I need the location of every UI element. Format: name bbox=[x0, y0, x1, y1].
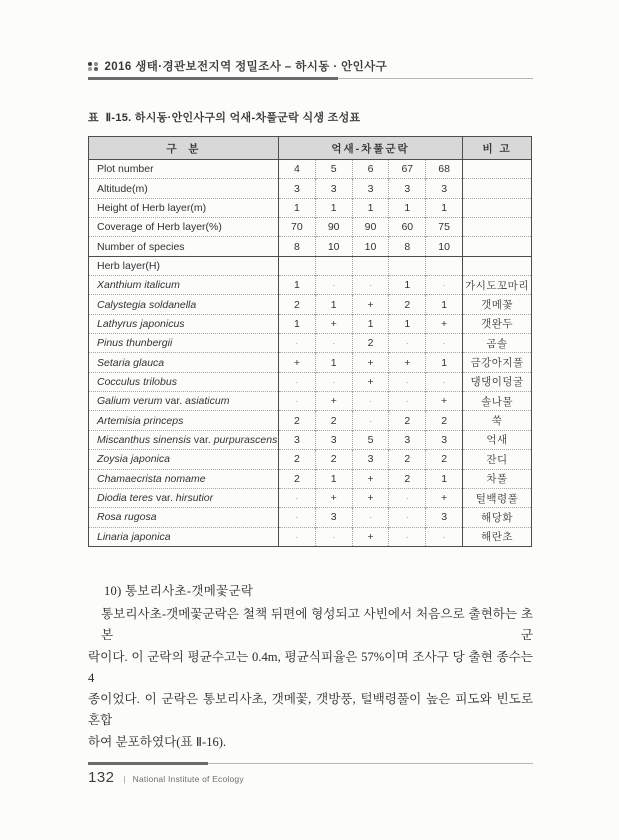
remark-cell bbox=[463, 237, 532, 256]
table-row bbox=[89, 334, 532, 353]
value-cell: · bbox=[279, 392, 316, 411]
value-cell: 1 bbox=[426, 295, 463, 314]
value-cell bbox=[352, 256, 389, 275]
value-cell: 2 bbox=[389, 450, 426, 469]
value-cell: 60 bbox=[389, 218, 426, 237]
value-cell: · bbox=[389, 488, 426, 507]
remark-cell: 차풀 bbox=[463, 469, 532, 488]
value-cell: 1 bbox=[389, 314, 426, 333]
value-cell: 10 bbox=[426, 237, 463, 256]
value-cell bbox=[389, 256, 426, 275]
value-cell: 1 bbox=[426, 198, 463, 217]
value-cell: · bbox=[279, 527, 316, 546]
value-cell: 1 bbox=[389, 276, 426, 295]
species-name: Artemisia princeps bbox=[89, 411, 279, 430]
value-cell: 3 bbox=[426, 508, 463, 527]
value-cell: · bbox=[352, 508, 389, 527]
remark-cell: 억새 bbox=[463, 430, 532, 449]
remark-cell: 솔나물 bbox=[463, 392, 532, 411]
remark-cell: 해당화 bbox=[463, 508, 532, 527]
remark-cell: 가시도꼬마리 bbox=[463, 276, 532, 295]
value-cell: 2 bbox=[426, 450, 463, 469]
species-name: Zoysia japonica bbox=[89, 450, 279, 469]
value-cell: 90 bbox=[352, 218, 389, 237]
remark-cell: 댕댕이덩굴 bbox=[463, 372, 532, 391]
value-cell: · bbox=[389, 334, 426, 353]
remark-cell: 쑥 bbox=[463, 411, 532, 430]
value-cell: + bbox=[352, 469, 389, 488]
value-cell: + bbox=[352, 527, 389, 546]
header-rule bbox=[88, 77, 533, 80]
footer-institute: National Institute of Ecology bbox=[132, 774, 244, 784]
value-cell: 3 bbox=[315, 430, 352, 449]
remark-cell: 갯완두 bbox=[463, 314, 532, 333]
value-cell: · bbox=[315, 334, 352, 353]
remark-cell: 금강아지풀 bbox=[463, 353, 532, 372]
value-cell: · bbox=[352, 392, 389, 411]
value-cell: · bbox=[426, 527, 463, 546]
species-name: Rosa rugosa bbox=[89, 508, 279, 527]
remark-cell bbox=[463, 179, 532, 198]
paragraph-line: 락이다. 이 군락의 평균수고는 0.4m, 평균식피율은 57%이며 조사구 당 출현 종수는 4 bbox=[88, 649, 533, 685]
value-cell: + bbox=[315, 488, 352, 507]
value-cell: · bbox=[426, 372, 463, 391]
four-dots-icon bbox=[88, 62, 98, 72]
value-cell: 6 bbox=[352, 160, 389, 179]
table-row bbox=[89, 508, 532, 527]
table-header-remark: 비 고 bbox=[463, 137, 532, 160]
value-cell: + bbox=[315, 314, 352, 333]
value-cell: 10 bbox=[315, 237, 352, 256]
species-name: Pinus thunbergii bbox=[89, 334, 279, 353]
running-header-title: 2016 생태·경관보전지역 정밀조사 – 하시동 · 안인사구 bbox=[104, 61, 388, 73]
value-cell: 1 bbox=[315, 295, 352, 314]
paragraph-line: 통보리사초-갯메꽃군락은 철책 뒤편에 형성되고 사빈에서 처음으로 출현하는 초본 군 bbox=[101, 607, 533, 643]
value-cell: 2 bbox=[426, 411, 463, 430]
table-row bbox=[89, 353, 532, 372]
row-label: Number of species bbox=[89, 237, 279, 256]
value-cell: 1 bbox=[279, 198, 316, 217]
table-row bbox=[89, 372, 532, 391]
table-row bbox=[89, 469, 532, 488]
value-cell: 1 bbox=[352, 314, 389, 333]
value-cell: 2 bbox=[279, 469, 316, 488]
remark-cell bbox=[463, 256, 532, 275]
value-cell: 1 bbox=[279, 314, 316, 333]
value-cell: + bbox=[352, 372, 389, 391]
table-body bbox=[89, 160, 532, 547]
table-row bbox=[89, 488, 532, 507]
value-cell: 1 bbox=[279, 276, 316, 295]
table-row bbox=[89, 295, 532, 314]
body-paragraph bbox=[88, 604, 533, 753]
species-name: Calystegia soldanella bbox=[89, 295, 279, 314]
value-cell: 75 bbox=[426, 218, 463, 237]
value-cell: 1 bbox=[426, 353, 463, 372]
value-cell: 4 bbox=[279, 160, 316, 179]
table-row bbox=[89, 411, 532, 430]
value-cell: · bbox=[389, 372, 426, 391]
species-name: Linaria japonica bbox=[89, 527, 279, 546]
table-row bbox=[89, 527, 532, 546]
value-cell: 3 bbox=[279, 430, 316, 449]
value-cell: 67 bbox=[389, 160, 426, 179]
footer-separator: | bbox=[123, 775, 126, 784]
value-cell: 2 bbox=[279, 411, 316, 430]
species-name: Setaria glauca bbox=[89, 353, 279, 372]
value-cell: · bbox=[315, 372, 352, 391]
remark-cell: 해란초 bbox=[463, 527, 532, 546]
table-row bbox=[89, 392, 532, 411]
footer-rule-thin bbox=[208, 763, 533, 764]
table-row bbox=[89, 314, 532, 333]
value-cell: + bbox=[279, 353, 316, 372]
value-cell: 2 bbox=[315, 411, 352, 430]
value-cell: 1 bbox=[426, 469, 463, 488]
table-row bbox=[89, 237, 532, 256]
row-label: Height of Herb layer(m) bbox=[89, 198, 279, 217]
remark-cell: 곰솔 bbox=[463, 334, 532, 353]
header-rule-thin bbox=[338, 78, 533, 79]
footer-rule-thick bbox=[88, 762, 208, 765]
table-row bbox=[89, 450, 532, 469]
remark-cell bbox=[463, 218, 532, 237]
value-cell: 2 bbox=[389, 295, 426, 314]
page-number: 132 bbox=[88, 769, 115, 786]
value-cell: + bbox=[426, 392, 463, 411]
value-cell: 1 bbox=[315, 469, 352, 488]
value-cell: 3 bbox=[315, 508, 352, 527]
value-cell: 5 bbox=[315, 160, 352, 179]
table-header-category: 구 분 bbox=[89, 137, 279, 160]
remark-cell: 갯메꽃 bbox=[463, 295, 532, 314]
remark-cell: 털백령풀 bbox=[463, 488, 532, 507]
table-header-row bbox=[89, 137, 532, 160]
value-cell: + bbox=[352, 353, 389, 372]
remark-cell bbox=[463, 198, 532, 217]
table-header-community: 억새-차풀군락 bbox=[279, 137, 463, 160]
value-cell bbox=[279, 256, 316, 275]
value-cell: 10 bbox=[352, 237, 389, 256]
value-cell: + bbox=[426, 314, 463, 333]
paragraph-line: 하여 분포하였다(표 Ⅱ-16). bbox=[88, 734, 227, 749]
value-cell: · bbox=[315, 276, 352, 295]
species-name: Cocculus trilobus bbox=[89, 372, 279, 391]
value-cell: · bbox=[279, 372, 316, 391]
value-cell: · bbox=[279, 488, 316, 507]
value-cell: 1 bbox=[315, 198, 352, 217]
value-cell: 3 bbox=[279, 179, 316, 198]
table-row bbox=[89, 160, 532, 179]
table-row bbox=[89, 256, 532, 275]
species-name: Chamaecrista nomame bbox=[89, 469, 279, 488]
vegetation-table bbox=[88, 136, 532, 547]
value-cell: 1 bbox=[389, 198, 426, 217]
row-label: Plot number bbox=[97, 163, 154, 176]
value-cell: 90 bbox=[315, 218, 352, 237]
value-cell: + bbox=[315, 392, 352, 411]
value-cell: + bbox=[352, 488, 389, 507]
value-cell: 3 bbox=[352, 179, 389, 198]
value-cell: 2 bbox=[389, 411, 426, 430]
species-name: Galium verum var. asiaticum bbox=[89, 392, 279, 411]
species-name: Diodia teres var. hirsutior bbox=[89, 488, 279, 507]
species-name: Lathyrus japonicus bbox=[89, 314, 279, 333]
value-cell: · bbox=[389, 392, 426, 411]
value-cell: 3 bbox=[352, 450, 389, 469]
value-cell: + bbox=[389, 353, 426, 372]
table-row bbox=[89, 179, 532, 198]
value-cell: · bbox=[279, 508, 316, 527]
value-cell: + bbox=[426, 488, 463, 507]
value-cell: 8 bbox=[389, 237, 426, 256]
page-footer bbox=[88, 769, 244, 786]
species-name: Miscanthus sinensis var. purpurascens bbox=[89, 430, 279, 449]
remark-cell: 잔디 bbox=[463, 450, 532, 469]
value-cell: 2 bbox=[389, 469, 426, 488]
value-cell: · bbox=[426, 276, 463, 295]
value-cell: 3 bbox=[426, 430, 463, 449]
value-cell: · bbox=[315, 527, 352, 546]
value-cell: · bbox=[389, 527, 426, 546]
value-cell: 2 bbox=[352, 334, 389, 353]
table-row bbox=[89, 430, 532, 449]
value-cell: · bbox=[279, 334, 316, 353]
table-caption: 표 Ⅱ-15. 하시동·안인사구의 억새-차풀군락 식생 조성표 bbox=[88, 112, 361, 124]
table-row bbox=[89, 276, 532, 295]
value-cell: · bbox=[389, 508, 426, 527]
table-row bbox=[89, 198, 532, 217]
paragraph-line: 종이었다. 이 군락은 통보리사초, 갯메꽃, 갯방풍, 털백령풀이 높은 피도와 빈도로 혼합 bbox=[88, 692, 533, 728]
value-cell: 5 bbox=[352, 430, 389, 449]
species-name: Xanthium italicum bbox=[89, 276, 279, 295]
row-label: Altitude(m) bbox=[89, 179, 279, 198]
row-label: Coverage of Herb layer(%) bbox=[89, 218, 279, 237]
value-cell: · bbox=[426, 334, 463, 353]
row-label: Herb layer(H) bbox=[89, 256, 279, 275]
value-cell bbox=[315, 256, 352, 275]
header-rule-thick bbox=[88, 77, 338, 80]
value-cell: 2 bbox=[279, 295, 316, 314]
value-cell: 68 bbox=[426, 160, 463, 179]
value-cell: 8 bbox=[279, 237, 316, 256]
table-row bbox=[89, 218, 532, 237]
value-cell bbox=[426, 256, 463, 275]
running-header bbox=[88, 58, 387, 74]
value-cell: 3 bbox=[315, 179, 352, 198]
remark-cell bbox=[463, 160, 532, 179]
section-heading: 10) 통보리사초-갯메꽃군락 bbox=[104, 584, 254, 598]
value-cell: · bbox=[352, 411, 389, 430]
value-cell: 70 bbox=[279, 218, 316, 237]
value-cell: 2 bbox=[279, 450, 316, 469]
value-cell: 2 bbox=[315, 450, 352, 469]
value-cell: 1 bbox=[352, 198, 389, 217]
value-cell: 1 bbox=[315, 353, 352, 372]
value-cell: 3 bbox=[389, 179, 426, 198]
value-cell: + bbox=[352, 295, 389, 314]
value-cell: · bbox=[352, 276, 389, 295]
footer-rule bbox=[88, 762, 533, 765]
value-cell: 3 bbox=[389, 430, 426, 449]
value-cell: 3 bbox=[426, 179, 463, 198]
